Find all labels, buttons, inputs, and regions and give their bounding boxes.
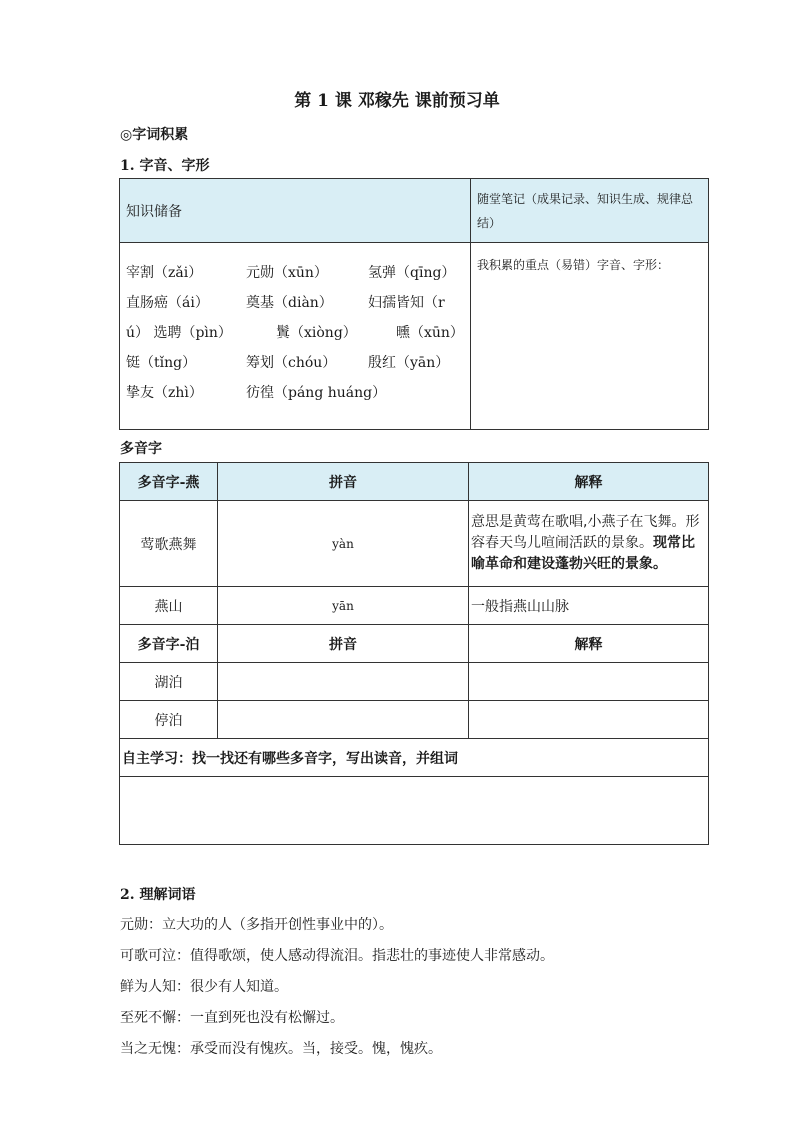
explanation-cell xyxy=(469,501,709,587)
header-pinyin: 拼音 xyxy=(218,463,469,501)
definition-item: 当之无愧：承受而没有愧疚。当，接受。愧，愧疚。 xyxy=(120,1041,442,1057)
header-explanation: 解释 xyxy=(469,463,709,501)
word-cell: 停泊 xyxy=(120,701,218,739)
word-row xyxy=(126,288,464,318)
subsection-vocab-meaning-heading: 2. 理解词语 xyxy=(120,887,196,903)
explanation-cell: 一般指燕山山脉 xyxy=(469,587,709,625)
notes-header: 随堂笔记（成果记录、知识生成、规律总结） xyxy=(470,179,708,243)
definition-item: 可歌可泣：值得歌颂，使人感动得流泪。指悲壮的事迹使人非常感动。 xyxy=(120,948,554,964)
pinyin-input-cell[interactable] xyxy=(218,701,469,739)
word-item: 妇孺皆知（r xyxy=(368,295,445,311)
definition-item: 元勋：立大功的人（多指开创性事业中的）。 xyxy=(120,917,393,933)
word-item: 筹划（chóu） xyxy=(246,355,337,371)
page-title: 第 1 课 邓稼先 课前预习单 xyxy=(294,91,500,111)
word-item: 挚友（zhì） xyxy=(126,385,203,401)
word-item: 铤（tǐng） xyxy=(126,355,197,371)
word-item: 氢弹（qīng） xyxy=(368,265,456,281)
header-char-bo: 多音字-泊 xyxy=(120,625,218,663)
explanation-input-cell[interactable] xyxy=(469,701,709,739)
pinyin-cell: yān xyxy=(218,587,469,625)
word-item: 直肠癌（ái） xyxy=(126,295,209,311)
polyphone-table xyxy=(119,462,709,845)
word-row xyxy=(126,318,464,348)
subsection-pronunciation-heading: 1. 字音、字形 xyxy=(120,158,210,174)
word-cell: 燕山 xyxy=(120,587,218,625)
definitions-list xyxy=(120,910,720,1065)
explanation-text: 意思是黄莺在歌唱,小燕子在飞舞。形容春天鸟儿喧闹活跃的景象。 xyxy=(471,514,700,551)
self-study-prompt: 自主学习：找一找还有哪些多音字，写出读音，并组词 xyxy=(120,739,709,777)
header-pinyin: 拼音 xyxy=(218,625,469,663)
word-cell: 湖泊 xyxy=(120,663,218,701)
polyphone-heading: 多音字 xyxy=(120,441,162,457)
explanation-bold-text: 现常比喻革命和建设蓬勃兴旺的景象。 xyxy=(471,535,695,572)
word-item: 奠基（diàn） xyxy=(246,295,333,311)
word-row xyxy=(126,348,464,378)
explanation-input-cell[interactable] xyxy=(469,663,709,701)
word-item: 元勋（xūn） xyxy=(246,265,328,281)
definition-item: 鲜为人知：很少有人知道。 xyxy=(120,979,288,995)
section-vocab-heading: ◎字词积累 xyxy=(120,127,189,143)
word-item: 鬒（xiòng） xyxy=(276,325,357,341)
word-item: 宰割（zǎi） xyxy=(126,265,203,281)
word-row xyxy=(126,378,464,408)
definition-item: 至死不懈：一直到死也没有松懈过。 xyxy=(120,1010,344,1026)
word-row xyxy=(126,258,464,288)
word-list-cell xyxy=(120,243,471,430)
word-item: 殷红（yān） xyxy=(368,355,450,371)
word-item: 彷徨（páng huáng） xyxy=(246,385,387,401)
knowledge-header: 知识储备 xyxy=(120,179,471,243)
notes-cell: 我积累的重点（易错）字音、字形： xyxy=(470,243,708,430)
word-cell: 莺歌燕舞 xyxy=(120,501,218,587)
word-item: ú） 选聘（pìn） xyxy=(126,325,232,341)
pinyin-input-cell[interactable] xyxy=(218,663,469,701)
pronunciation-table xyxy=(119,178,709,430)
header-explanation: 解释 xyxy=(469,625,709,663)
pinyin-cell: yàn xyxy=(218,501,469,587)
word-item: 曛（xūn） xyxy=(396,325,464,341)
header-char-yan: 多音字-燕 xyxy=(120,463,218,501)
self-study-answer-area[interactable] xyxy=(120,777,709,845)
